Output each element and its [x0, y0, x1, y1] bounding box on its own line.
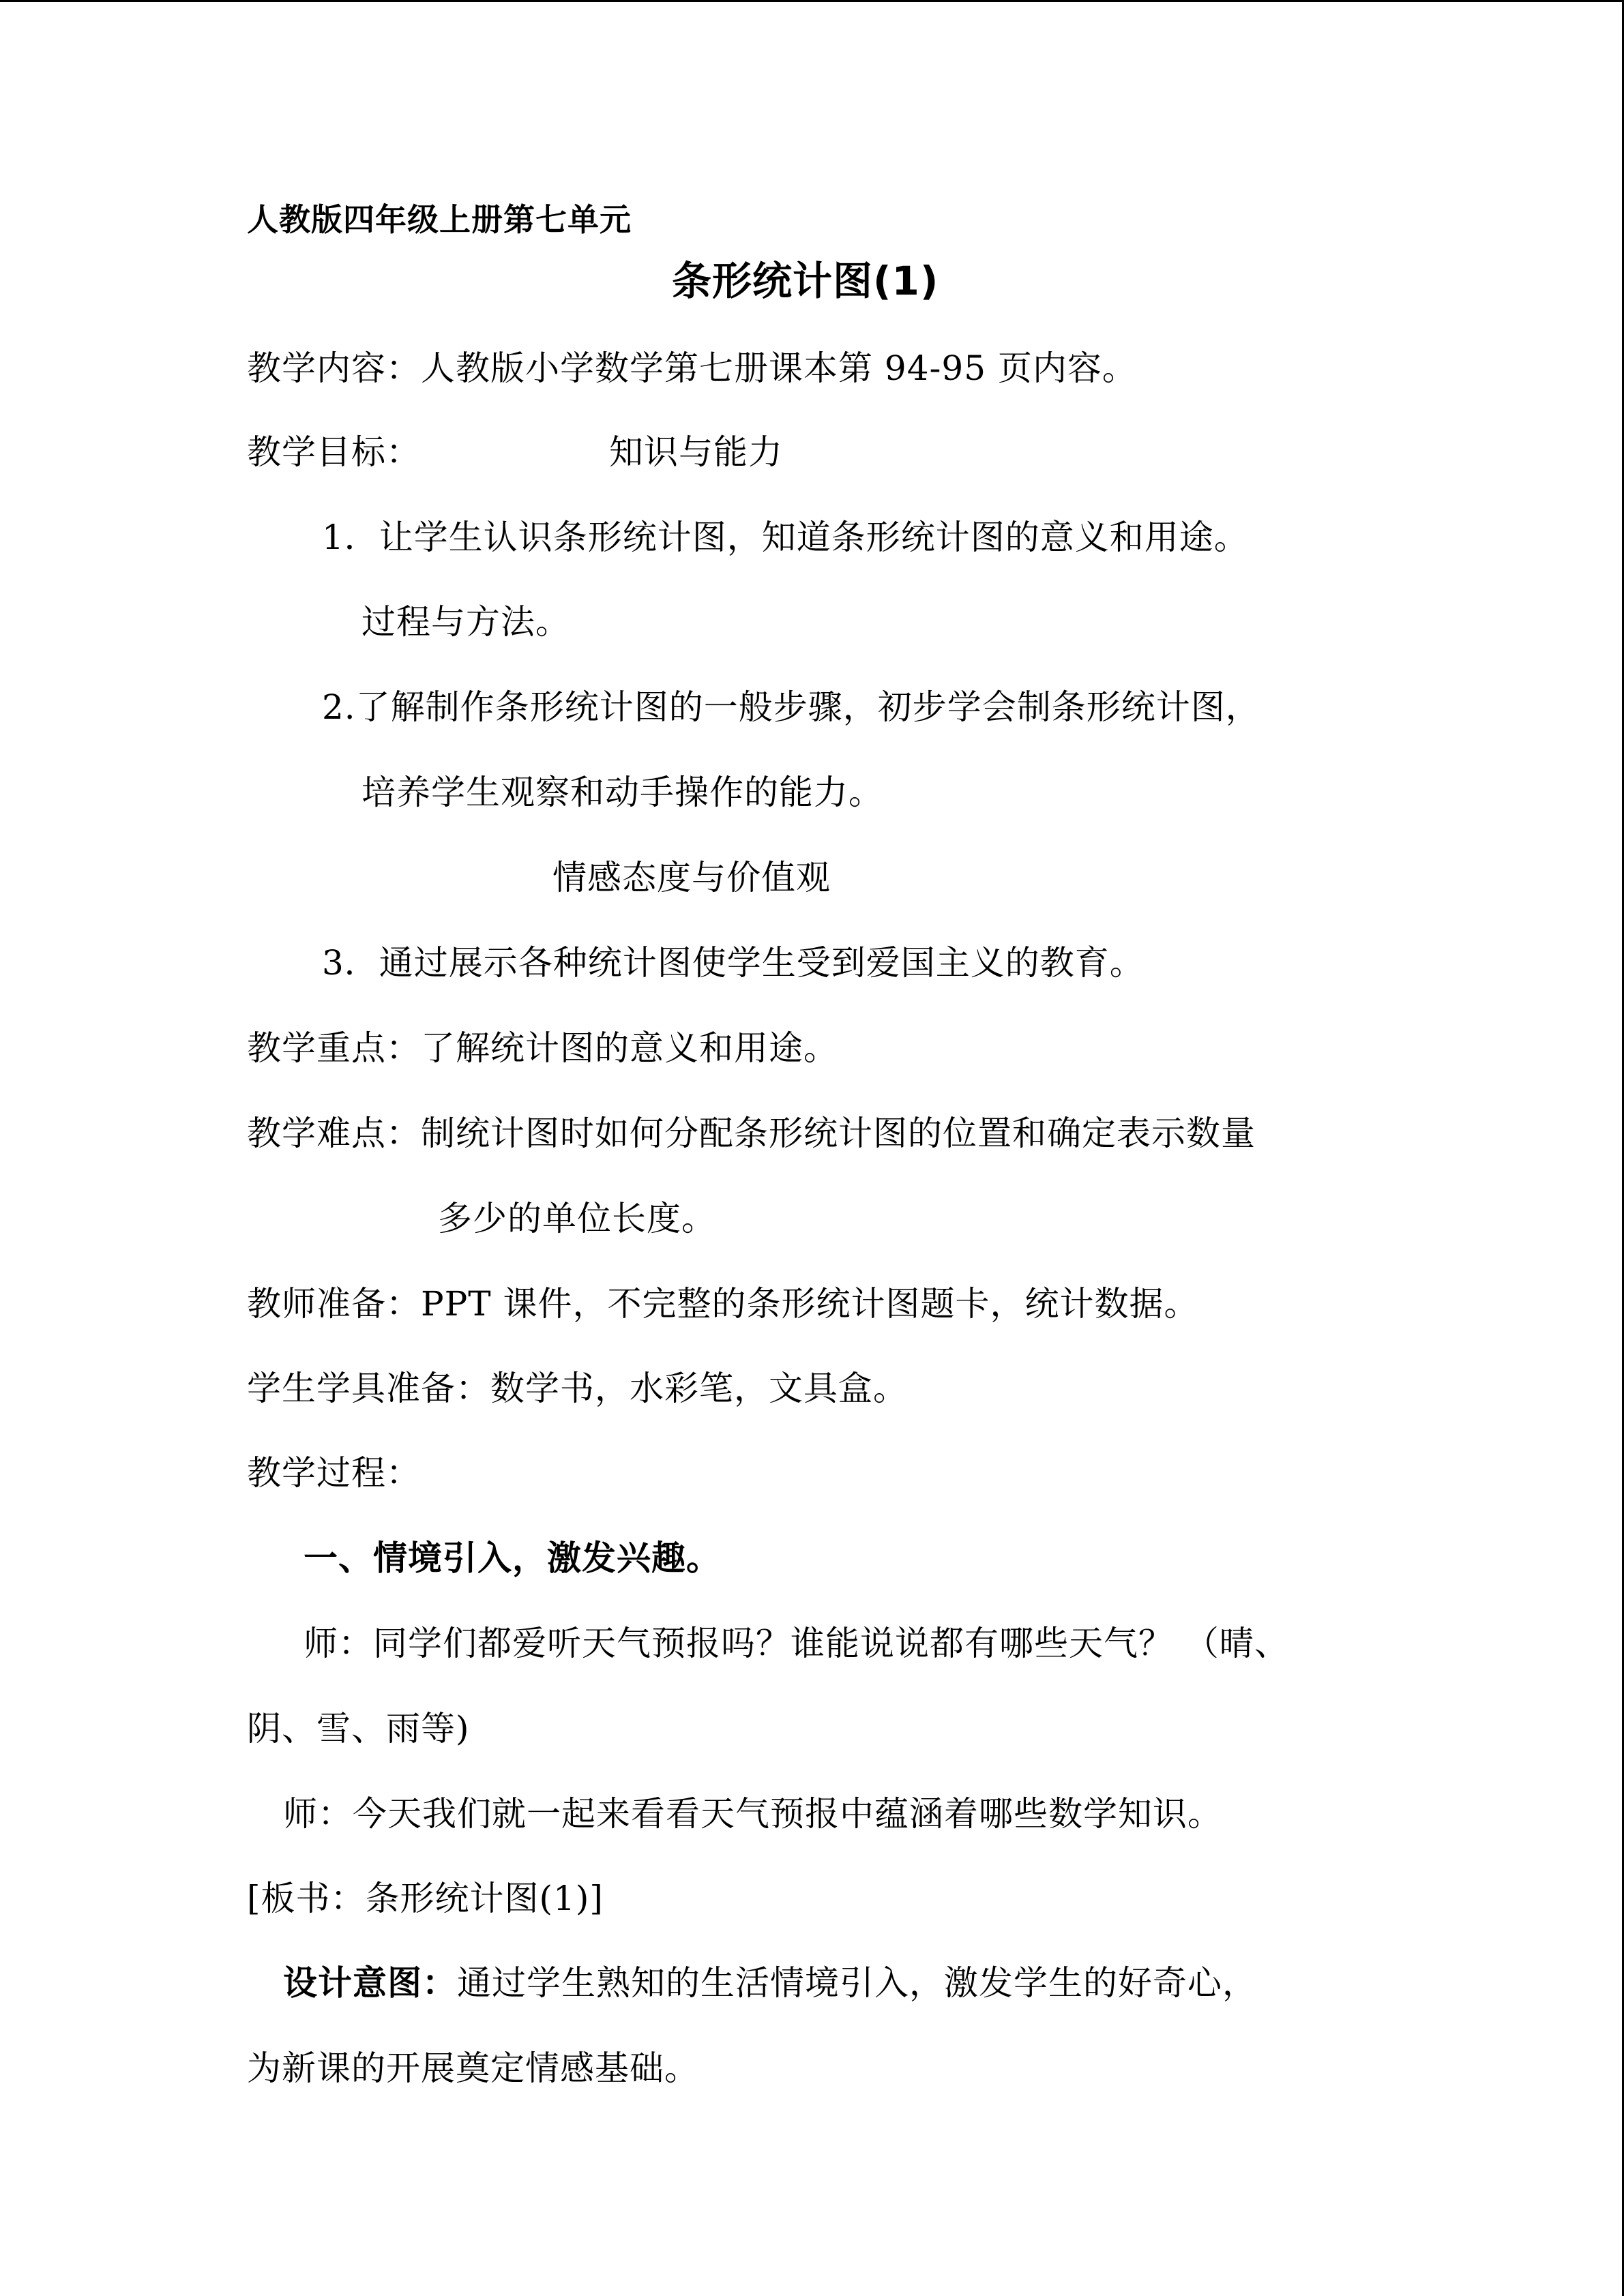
design-intent	[283, 1961, 1257, 2005]
design-intent-text: 通过学生熟知的生活情境引入，激发学生的好奇心，	[457, 1963, 1257, 2003]
objective-3: 3．通过展示各种统计图使学生受到爱国主义的教育。	[322, 943, 1145, 983]
objectives-knowledge-heading: 知识与能力	[609, 432, 783, 472]
objectives-label: 教学目标：	[247, 432, 421, 472]
design-intent-label: 设计意图：	[283, 1963, 457, 2003]
process-label: 教学过程：	[247, 1453, 421, 1493]
design-intent-line-2: 为新课的开展奠定情感基础。	[247, 2048, 699, 2088]
dialog-2: 师：今天我们就一起来看看天气预报中蕴涵着哪些数学知识。	[283, 1794, 1222, 1834]
unit-header: 人教版四年级上册第七单元	[247, 201, 632, 238]
section-1-heading: 一、情境引入，激发兴趣。	[304, 1538, 721, 1578]
objective-2-line-1: 2.了解制作条形统计图的一般步骤，初步学会制条形统计图，	[322, 687, 1260, 727]
board-note: [板书：条形统计图(1)]	[247, 1879, 604, 1918]
difficulty-line-2: 多少的单位长度。	[438, 1199, 716, 1238]
page-border-top	[0, 0, 1624, 2]
key-point: 教学重点：了解统计图的意义和用途。	[247, 1028, 838, 1068]
page-title: 条形统计图(1)	[672, 258, 939, 304]
dialog-1-line-2: 阴、雪、雨等)	[247, 1709, 470, 1748]
teaching-content: 教学内容：人教版小学数学第七册课本第 94-95 页内容。	[247, 348, 1137, 388]
student-preparation: 学生学具准备：数学书，水彩笔，文具盒。	[247, 1369, 908, 1408]
dialog-1-line-1: 师：同学们都爱听天气预报吗？谁能说说都有哪些天气？ （晴、	[304, 1624, 1289, 1663]
objective-1: 1．让学生认识条形统计图，知道条形统计图的意义和用途。	[322, 518, 1249, 557]
teacher-preparation: 教师准备：PPT 课件，不完整的条形统计图题卡，统计数据。	[247, 1284, 1199, 1324]
objectives-process-heading: 过程与方法。	[361, 602, 570, 642]
difficulty-line-1: 教学难点：制统计图时如何分配条形统计图的位置和确定表示数量	[247, 1114, 1256, 1153]
objective-2-line-2: 培养学生观察和动手操作的能力。	[361, 773, 883, 812]
objectives-values-heading: 情感态度与价值观	[552, 858, 831, 897]
